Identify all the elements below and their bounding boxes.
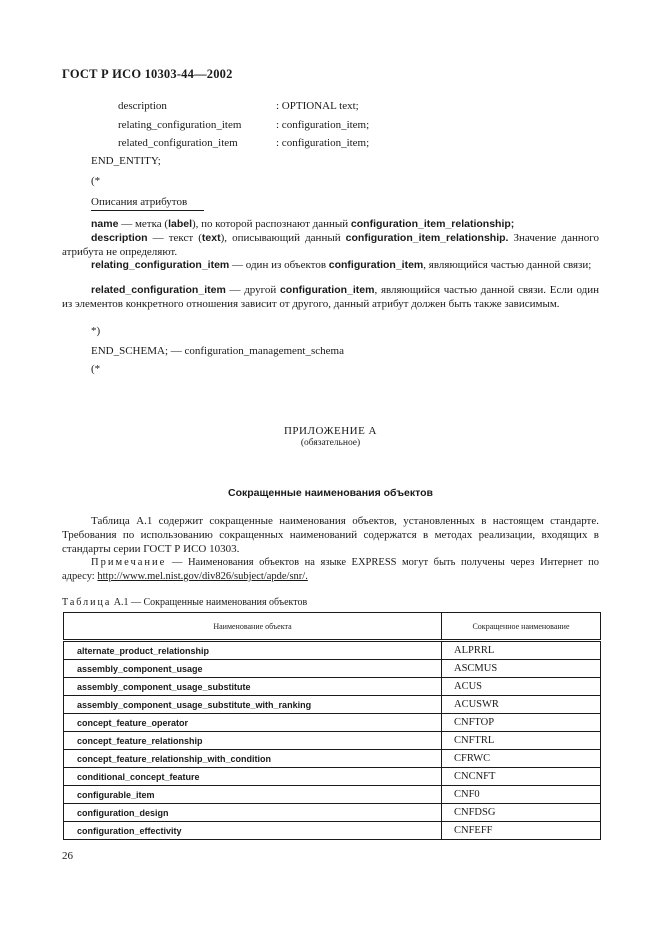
code-attr: related_configuration_item <box>118 137 238 149</box>
table-row <box>64 804 601 822</box>
object-name-cell: configurable_item <box>64 786 442 804</box>
comment-open: (* <box>91 175 101 187</box>
comment-close: *) <box>91 325 101 337</box>
note-label: Примечание <box>91 557 167 568</box>
short-name-cell: ALPRRL <box>442 641 601 660</box>
object-name-cell: concept_feature_relationship_with_condition <box>64 750 442 768</box>
attribute-descriptions-title: Описания атрибутов <box>91 196 204 211</box>
caption-text: А.1 — Сокращенные наименования объектов <box>111 597 308 608</box>
appendix-subtitle: (обязательное) <box>300 438 361 448</box>
term: configuration_item_relationship; <box>350 218 515 230</box>
short-name-cell: CNFTRL <box>442 732 601 750</box>
code-attr: description <box>118 100 167 112</box>
table-caption <box>62 597 307 608</box>
note-paragraph <box>62 556 599 584</box>
term: relating_configuration_item <box>91 259 230 271</box>
object-name-cell: conditional_concept_feature <box>64 768 442 786</box>
end-schema: END_SCHEMA; — configuration_management_schema <box>91 345 344 357</box>
paragraph-relating <box>62 258 599 272</box>
table-header-row <box>64 613 601 641</box>
text: — другой <box>225 284 280 296</box>
end-entity: END_ENTITY; <box>91 155 161 167</box>
table-row <box>64 732 601 750</box>
table-row <box>64 660 601 678</box>
text: ), описывающий данный <box>220 232 346 244</box>
text: ), по которой распознают данный <box>192 218 351 230</box>
short-name-cell: CNFEFF <box>442 822 601 840</box>
paragraph-name <box>62 217 599 231</box>
header-short-name: Сокращенное наименование <box>442 613 601 641</box>
short-name-cell: CNFTOP <box>442 714 601 732</box>
object-name-cell: concept_feature_operator <box>64 714 442 732</box>
abbreviations-table <box>63 612 601 840</box>
comment-open: (* <box>91 363 101 375</box>
text: Значение данного атрибута не определяют. <box>62 232 599 258</box>
object-name-cell: concept_feature_relationship <box>64 732 442 750</box>
table-row <box>64 641 601 660</box>
code-type: : configuration_item; <box>276 137 370 149</box>
code-line-description <box>118 100 359 112</box>
section-title: Сокращенные наименования объектов <box>228 487 433 499</box>
short-name-cell: CNFDSG <box>442 804 601 822</box>
term: label <box>168 218 192 230</box>
note-link[interactable]: http://www.mel.nist.gov/div826/subject/apde/snr/. <box>97 571 308 582</box>
short-name-cell: ACUSWR <box>442 696 601 714</box>
text: — метка ( <box>118 218 169 230</box>
term: name <box>91 218 119 230</box>
page-number: 26 <box>62 850 73 862</box>
appendix-title: ПРИЛОЖЕНИЕ А <box>283 425 377 437</box>
term: configuration_item <box>279 284 375 296</box>
paragraph-description <box>62 231 599 259</box>
table-row <box>64 678 601 696</box>
table-body <box>64 641 601 840</box>
intro-paragraph <box>62 514 599 556</box>
object-name-cell: configuration_effectivity <box>64 822 442 840</box>
table-row <box>64 750 601 768</box>
paragraph-related <box>62 283 599 311</box>
table-row <box>64 822 601 840</box>
term: configuration_item_relationship. <box>345 232 509 244</box>
caption-label: Таблица <box>62 597 112 608</box>
object-name-cell: assembly_component_usage_substitute <box>64 678 442 696</box>
object-name-cell: alternate_product_relationship <box>64 641 442 660</box>
code-attr: relating_configuration_item <box>118 119 242 131</box>
code-type: : configuration_item; <box>276 119 370 131</box>
term: description <box>91 232 148 244</box>
term: related_configuration_item <box>91 284 226 296</box>
term: text <box>201 232 221 244</box>
table-row <box>64 768 601 786</box>
object-name-cell: configuration_design <box>64 804 442 822</box>
code-line-related <box>118 137 369 149</box>
document-header: ГОСТ Р ИСО 10303-44—2002 <box>62 67 233 81</box>
short-name-cell: ASCMUS <box>442 660 601 678</box>
term: configuration_item <box>328 259 424 271</box>
table-row <box>64 696 601 714</box>
object-name-cell: assembly_component_usage_substitute_with_ranking <box>64 696 442 714</box>
short-name-cell: CNF0 <box>442 786 601 804</box>
code-type: : OPTIONAL text; <box>276 100 359 112</box>
text: , являющийся частью данной связи; <box>423 259 592 271</box>
short-name-cell: CFRWC <box>442 750 601 768</box>
text: — один из объектов <box>229 259 329 271</box>
table-row <box>64 786 601 804</box>
text: , являющийся частью данной связи. Если один из элементов конкретного отношения зависит от другого, данный атрибут должен быть также зависимым. <box>62 284 599 310</box>
table-row <box>64 714 601 732</box>
code-line-relating <box>118 119 369 131</box>
intro-text: Таблица А.1 содержит сокращенные наименования объектов, установленных в настоящем стандарте. Требования по использованию сокращенных наименований содержатся в методах реализации, входящих в стандарты серии ГОСТ Р ИСО 10303. <box>62 515 599 555</box>
short-name-cell: ACUS <box>442 678 601 696</box>
short-name-cell: CNCNFT <box>442 768 601 786</box>
header-object-name: Наименование объекта <box>64 613 442 641</box>
text: — текст ( <box>147 232 202 244</box>
note-text: — Наименования объектов на языке EXPRESS могут быть получены через Интернет по адресу: <box>62 557 599 582</box>
object-name-cell: assembly_component_usage <box>64 660 442 678</box>
